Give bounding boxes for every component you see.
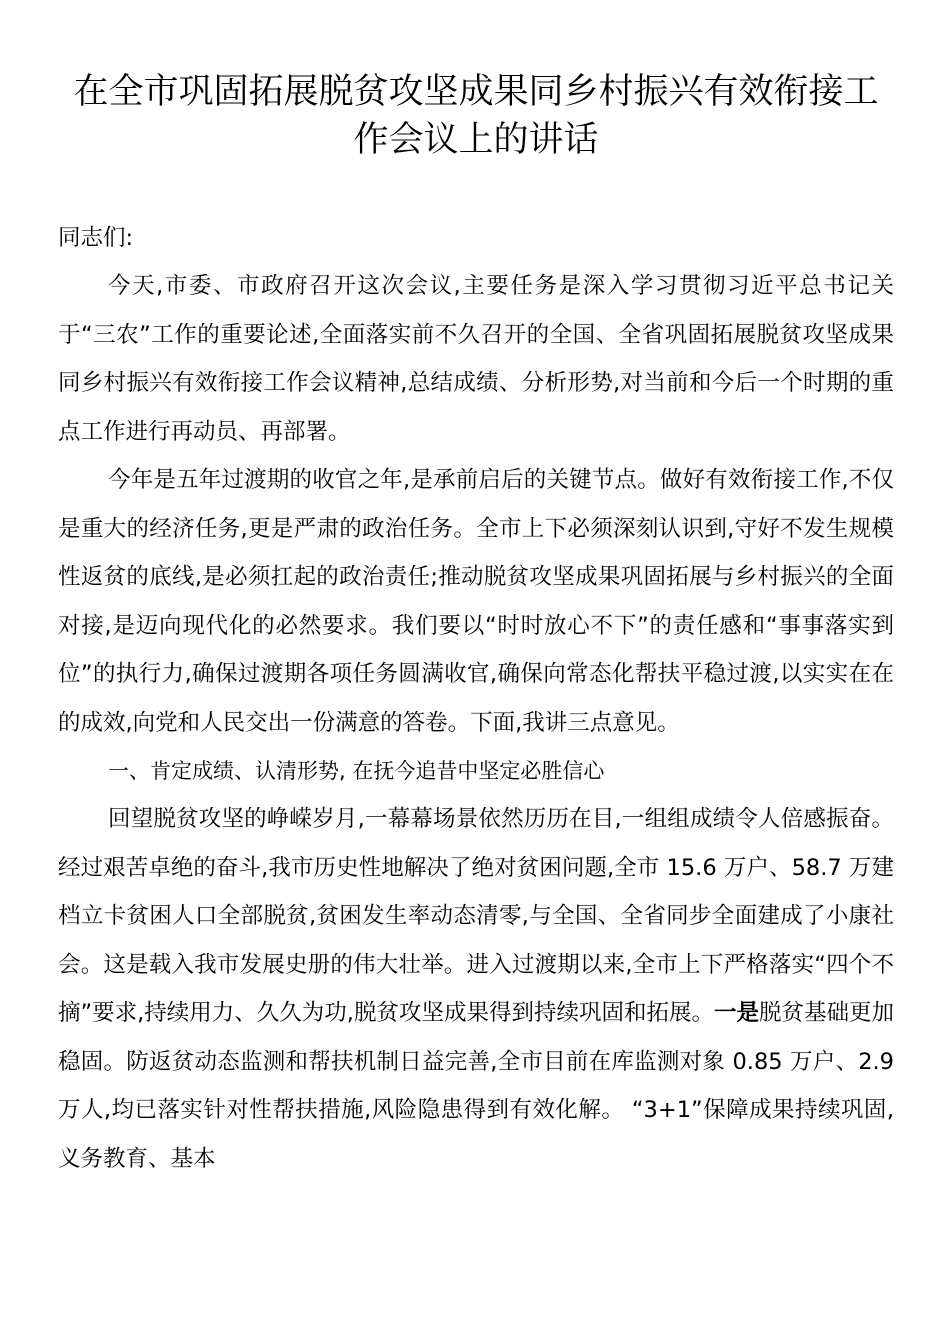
paragraph-achievements — [58, 795, 894, 1183]
document-title: 在全市巩固拓展脱贫攻坚成果同乡村振兴有效衔接工作会议上的讲话 — [73, 72, 879, 160]
paragraph-text: 回望脱贫攻坚的峥嵘岁月,一幕幕场景依然历历在目,一组组成绩令人倍感振奋。经过艰苦卓绝的奋斗,我市历史性地解决了绝对贫困问题,全市 15.6 万户、58.7 万建档立卡贫困人口全部脱贫,贫困发生率动态清零,与全国、全省同步全面建成了小康社会。这是载入我市发展史册的伟大壮举。进入过渡期以来,全市上下严格落实“四个不摘”要求,持续用力、久久为功,脱贫攻坚成果得到持续巩固和拓展。 — [58, 806, 894, 1026]
paragraph-text-continued: 脱贫基础更加稳固。防返贫动态监测和帮扶机制日益完善,全市目前在库监测对象 0.85 万户、2.9 万人,均已落实针对性帮扶措施,风险隐患得到有效化解。 “3+1”保障成果持续巩固,义务教育、基本 — [58, 1000, 894, 1172]
section-heading-1: 一、肯定成绩、认清形势, 在抚今追昔中坚定必胜信心 — [108, 759, 605, 783]
salutation: 同志们: — [58, 225, 134, 251]
paragraph-intro: 今天,市委、市政府召开这次会议,主要任务是深入学习贯彻习近平总书记关于“三农”工作的重要论述,全面落实前不久召开的全国、全省巩固拓展脱贫攻坚成果同乡村振兴有效衔接工作会议精神,总结成绩、分析形势,对当前和今后一个时期的重点工作进行再动员、再部署。 — [58, 273, 894, 445]
lead-phrase: 一是 — [713, 1000, 759, 1026]
paragraph-context: 今年是五年过渡期的收官之年,是承前启后的关键节点。做好有效衔接工作,不仅是重大的经济任务,更是严肃的政治任务。全市上下必须深刻认识到,守好不发生规模性返贫的底线,是必须扛起的政治责任;推动脱贫攻坚成果巩固拓展与乡村振兴的全面对接,是迈向现代化的必然要求。我们要以“时时放心不下”的责任感和“事事落实到位”的执行力,确保过渡期各项任务圆满收官,确保向常态化帮扶平稳过渡,以实实在在的成效,向党和人民交出一份满意的答卷。下面,我讲三点意见。 — [58, 467, 894, 736]
document-page — [58, 0, 894, 1183]
